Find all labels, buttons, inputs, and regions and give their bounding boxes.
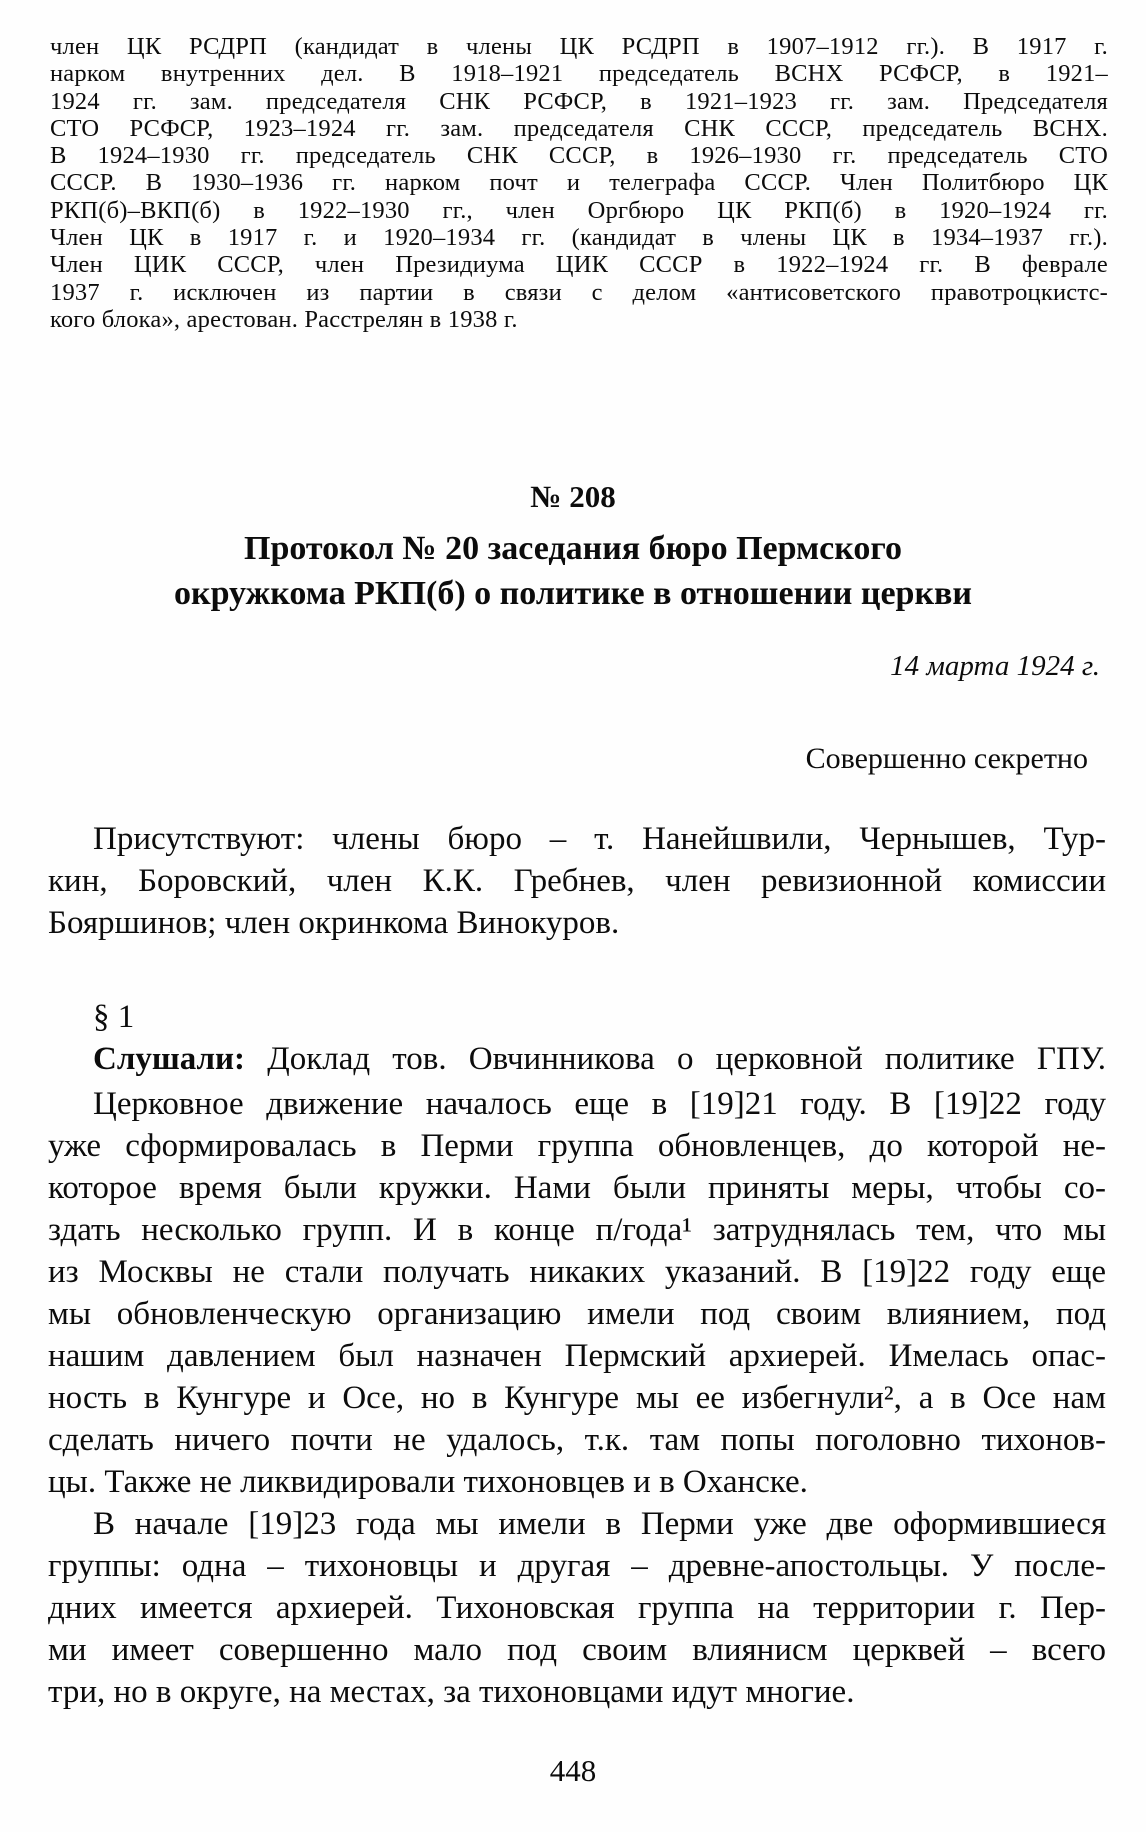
attendees-paragraph	[48, 818, 1106, 944]
document-title	[0, 526, 1146, 616]
text-line: В начале [19]23 года мы имели в Перми уже две оформившиеся	[93, 1506, 1106, 1542]
text-line: СТО РСФСР, 1923–1924 гг. зам. председателя СНК СССР, председатель ВСНХ.	[50, 114, 1108, 142]
heard-label: Слушали:	[93, 1041, 246, 1077]
text-line: 1924 гг. зам. председателя СНК РСФСР, в 1921–1923 гг. зам. Председателя	[50, 87, 1108, 115]
text-line: цы. Также не ликвидировали тихоновцев и в Оханске.	[48, 1464, 808, 1500]
heard-text: Доклад тов. Овчинникова о церковной политике ГПУ.	[267, 1041, 1107, 1077]
text-line: СССР. В 1930–1936 гг. нарком почт и телеграфа СССР. Член Политбюро ЦК	[50, 169, 1108, 197]
page-number: 448	[549, 1753, 597, 1788]
text-line: группы: одна – тихоновцы и другая – древне-апостольцы. У после-	[48, 1548, 1106, 1584]
classification-label: Совершенно секретно	[805, 742, 1088, 775]
church-movement-paragraph	[48, 1083, 1106, 1503]
text-line: Церковное движение началось еще в [19]21 году. В [19]22 году	[93, 1086, 1106, 1122]
text-line: нашим давлением был назначен Пермский архиерей. Имелась опас-	[48, 1338, 1106, 1374]
text-line: из Москвы не стали получать никаких указаний. В [19]22 году еще	[48, 1254, 1106, 1290]
text-line: уже сформировалась в Перми группа обновленцев, до которой не-	[48, 1128, 1106, 1164]
text-line: член ЦК РСДРП (кандидат в члены ЦК РСДРП в 1907–1912 гг.). В 1917 г.	[50, 33, 1108, 60]
document-number: № 208	[530, 479, 616, 514]
text-line: кого блока», арестован. Расстрелян в 1938 г.	[50, 305, 518, 333]
text-line: РКП(б)–ВКП(б) в 1922–1930 гг., член Оргбюро ЦК РКП(б) в 1920–1924 гг.	[50, 196, 1108, 224]
biographical-footnote	[50, 33, 1108, 333]
heard-line	[48, 1041, 1106, 1078]
text-line: нарком внутренних дел. В 1918–1921 председатель ВСНХ РСФСР, в 1921–	[50, 60, 1108, 88]
text-line: три, но в округе, на местах, за тихоновцами идут многие.	[48, 1674, 855, 1710]
section-mark: § 1	[93, 999, 135, 1035]
text-line: Протокол № 20 заседания бюро Пермского	[244, 530, 902, 567]
text-line: кин, Боровский, член К.К. Гребнев, член ревизионной комиссии	[48, 863, 1106, 899]
text-line: Член ЦК в 1917 г. и 1920–1934 гг. (кандидат в члены ЦК в 1934–1937 гг.).	[50, 224, 1108, 252]
text-line: Присутствуют: члены бюро – т. Нанейшвили, Чернышев, Тур-	[93, 821, 1106, 857]
text-line: ность в Кунгуре и Осе, но в Кунгуре мы ее избегнули², а в Осе нам	[48, 1380, 1106, 1416]
text-line: Бояршинов; член окринкома Винокуров.	[48, 905, 620, 941]
document-date: 14 марта 1924 г.	[890, 650, 1100, 682]
text-line: мы обновленческую организацию имели под своим влиянием, под	[48, 1296, 1106, 1332]
text-line: ми имеет совершенно мало под своим влиянисм церквей – всего	[48, 1632, 1106, 1668]
text-line: окружкома РКП(б) о политике в отношении церкви	[173, 575, 973, 612]
text-line: сделать ничего почти не удалось, т.к. там попы поголовно тихонов-	[48, 1422, 1106, 1458]
text-line: Член ЦИК СССР, член Президиума ЦИК СССР в 1922–1924 гг. В феврале	[50, 251, 1108, 279]
text-line: которое время были кружки. Нами были приняты меры, чтобы со-	[48, 1170, 1106, 1206]
text-line: дних имеется архиерей. Тихоновская группа на территории г. Пер-	[48, 1590, 1106, 1626]
groups-paragraph	[48, 1503, 1106, 1713]
text-line: В 1924–1930 гг. председатель СНК СССР, в 1926–1930 гг. председатель СТО	[50, 142, 1108, 170]
text-line: здать несколько групп. И в конце п/года¹ затруднялась тем, что мы	[48, 1212, 1106, 1248]
text-line: 1937 г. исключен из партии в связи с делом «антисоветского правотроцкистс-	[50, 278, 1108, 306]
